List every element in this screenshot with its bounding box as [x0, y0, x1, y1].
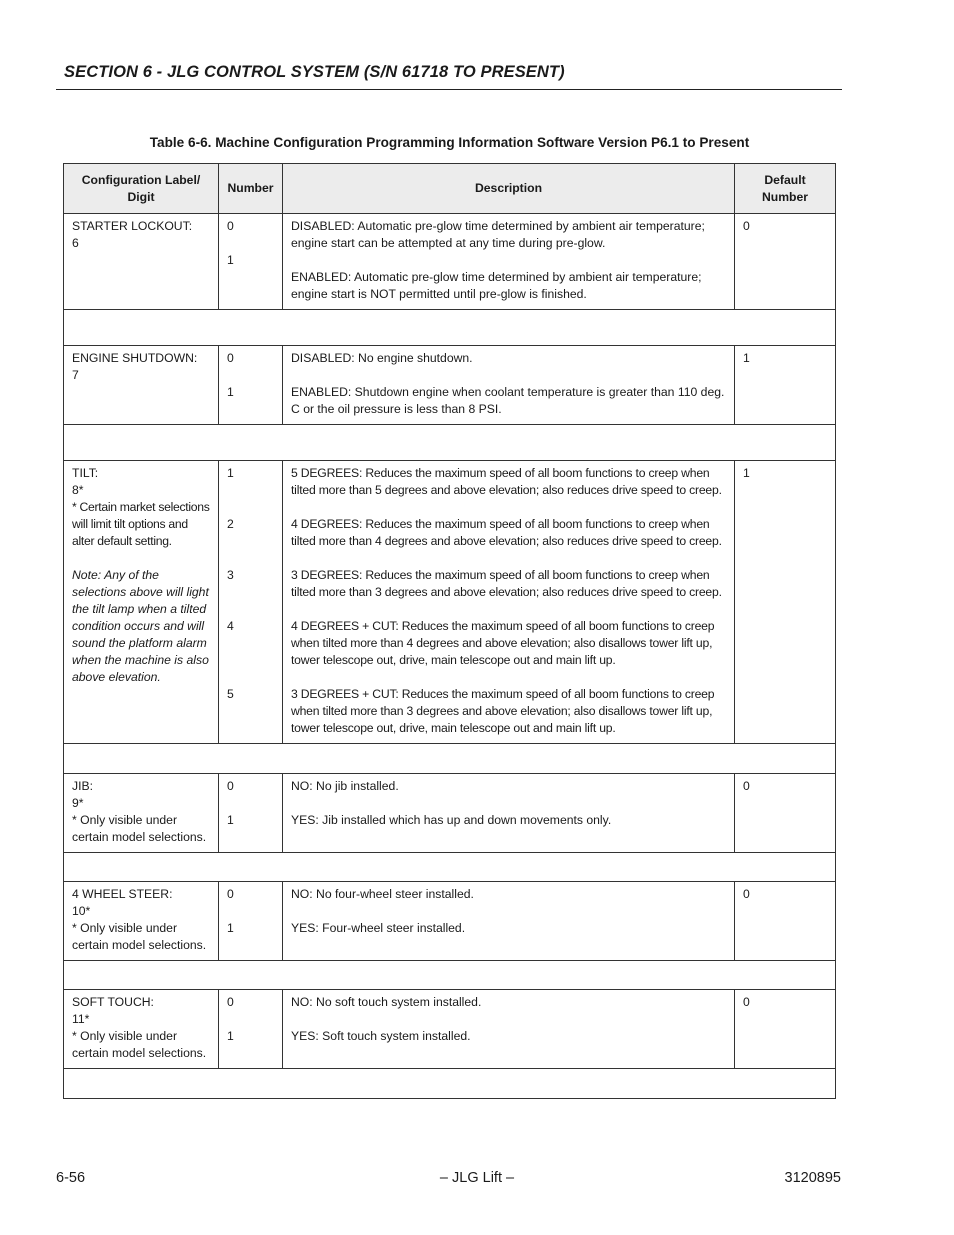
table-row-spacer	[64, 853, 836, 882]
number-value: 1	[227, 813, 234, 827]
col-header-number: Number	[219, 164, 283, 214]
number-value: 0	[227, 887, 234, 901]
description-text: 5 DEGREES: Reduces the maximum speed of all boom functions to creep when tilted more than 5 degrees and above elevation; also reduces drive speed to creep.	[291, 466, 722, 497]
number-value: 5	[227, 687, 234, 701]
description-text: NO: No jib installed.	[291, 779, 399, 793]
config-label: TILT:	[72, 466, 99, 480]
number-value: 2	[227, 517, 234, 531]
table-header-row	[64, 164, 836, 214]
table-row	[64, 990, 836, 1069]
table-row-spacer	[64, 744, 836, 774]
description-text: 3 DEGREES + CUT: Reduces the maximum speed of all boom functions to creep when tilted more than 3 degrees and above elevation; also disallows tower lift up, tower telescope out, drive, main telescope out and main lift up.	[291, 687, 715, 735]
number-value: 0	[227, 995, 234, 1009]
number-value: 1	[227, 1029, 234, 1043]
section-title: SECTION 6 - JLG CONTROL SYSTEM (S/N 61718 TO PRESENT)	[64, 63, 565, 81]
config-label: JIB:	[72, 779, 93, 793]
description-text: ENABLED: Shutdown engine when coolant temperature is greater than 110 deg. C or the oil pressure is less than 8 PSI.	[291, 385, 725, 416]
config-footnote: * Certain market selections will limit tilt options and alter default setting.	[72, 500, 210, 548]
number-value: 0	[227, 779, 234, 793]
config-footnote: * Only visible under certain model selections.	[72, 1029, 207, 1060]
config-digit: 6	[72, 236, 79, 250]
table-row	[64, 882, 836, 961]
col-header-default: Default Number	[735, 164, 836, 214]
config-footnote: * Only visible under certain model selections.	[72, 813, 207, 844]
footer-brand: – JLG Lift –	[439, 1170, 515, 1186]
number-value: 1	[227, 253, 234, 267]
config-label: 4 WHEEL STEER:	[72, 887, 173, 901]
page-number: 6-56	[56, 1170, 86, 1186]
config-digit: 11*	[72, 1012, 90, 1026]
header-rule	[56, 89, 842, 90]
number-value: 1	[227, 921, 234, 935]
description-text: DISABLED: No engine shutdown.	[291, 351, 473, 365]
default-value: 1	[743, 351, 750, 365]
table-row	[64, 461, 836, 744]
number-value: 4	[227, 619, 234, 633]
description-text: 3 DEGREES: Reduces the maximum speed of all boom functions to creep when tilted more than 3 degrees and above elevation; also reduces drive speed to creep.	[291, 568, 722, 599]
description-text: YES: Jib installed which has up and down movements only.	[291, 813, 612, 827]
document-number: 3120895	[784, 1170, 841, 1186]
description-text: 4 DEGREES + CUT: Reduces the maximum speed of all boom functions to creep when tilted more than 4 degrees and above elevation; also disallows tower lift up, tower telescope out, drive, main telescope out and main lift up.	[291, 619, 715, 667]
table-row-spacer	[64, 310, 836, 346]
table-caption: Table 6-6. Machine Configuration Programming Information Software Version P6.1 to Present	[149, 135, 750, 150]
table-row	[64, 774, 836, 853]
default-value: 0	[743, 995, 750, 1009]
col-header-description: Description	[283, 164, 735, 214]
table-row-spacer	[64, 425, 836, 461]
description-text: 4 DEGREES: Reduces the maximum speed of all boom functions to creep when tilted more than 4 degrees and above elevation; also reduces drive speed to creep.	[291, 517, 722, 548]
description-text: NO: No four-wheel steer installed.	[291, 887, 474, 901]
config-table	[63, 163, 836, 1099]
number-value: 0	[227, 219, 234, 233]
config-label: SOFT TOUCH:	[72, 995, 154, 1009]
table-row-spacer	[64, 1069, 836, 1099]
col-header-label: Configuration Label/ Digit	[64, 164, 219, 214]
config-digit: 7	[72, 368, 79, 382]
number-value: 3	[227, 568, 234, 582]
description-text: YES: Four-wheel steer installed.	[291, 921, 466, 935]
table-row-spacer	[64, 961, 836, 990]
table-row	[64, 214, 836, 310]
config-digit: 9*	[72, 796, 84, 810]
description-text: NO: No soft touch system installed.	[291, 995, 482, 1009]
default-value: 0	[743, 887, 750, 901]
default-value: 0	[743, 219, 750, 233]
default-value: 0	[743, 779, 750, 793]
config-footnote: * Only visible under certain model selections.	[72, 921, 207, 952]
config-label: STARTER LOCKOUT:	[72, 219, 193, 233]
config-label: ENGINE SHUTDOWN:	[72, 351, 198, 365]
config-note: Note: Any of the selections above will light the tilt lamp when a tilted condition occurs and will sound the platform alarm when the machine is also above elevation.	[72, 568, 209, 684]
number-value: 1	[227, 385, 234, 399]
description-text: ENABLED: Automatic pre-glow time determined by ambient air temperature; engine start is NOT permitted until pre-glow is finished.	[291, 270, 702, 301]
description-text: YES: Soft touch system installed.	[291, 1029, 471, 1043]
config-digit: 8*	[72, 483, 84, 497]
table-row	[64, 346, 836, 425]
number-value: 0	[227, 351, 234, 365]
number-value: 1	[227, 466, 234, 480]
default-value: 1	[743, 466, 750, 480]
config-digit: 10*	[72, 904, 91, 918]
description-text: DISABLED: Automatic pre-glow time determined by ambient air temperature; engine start can be attempted at any time during pre-glow.	[291, 219, 705, 250]
